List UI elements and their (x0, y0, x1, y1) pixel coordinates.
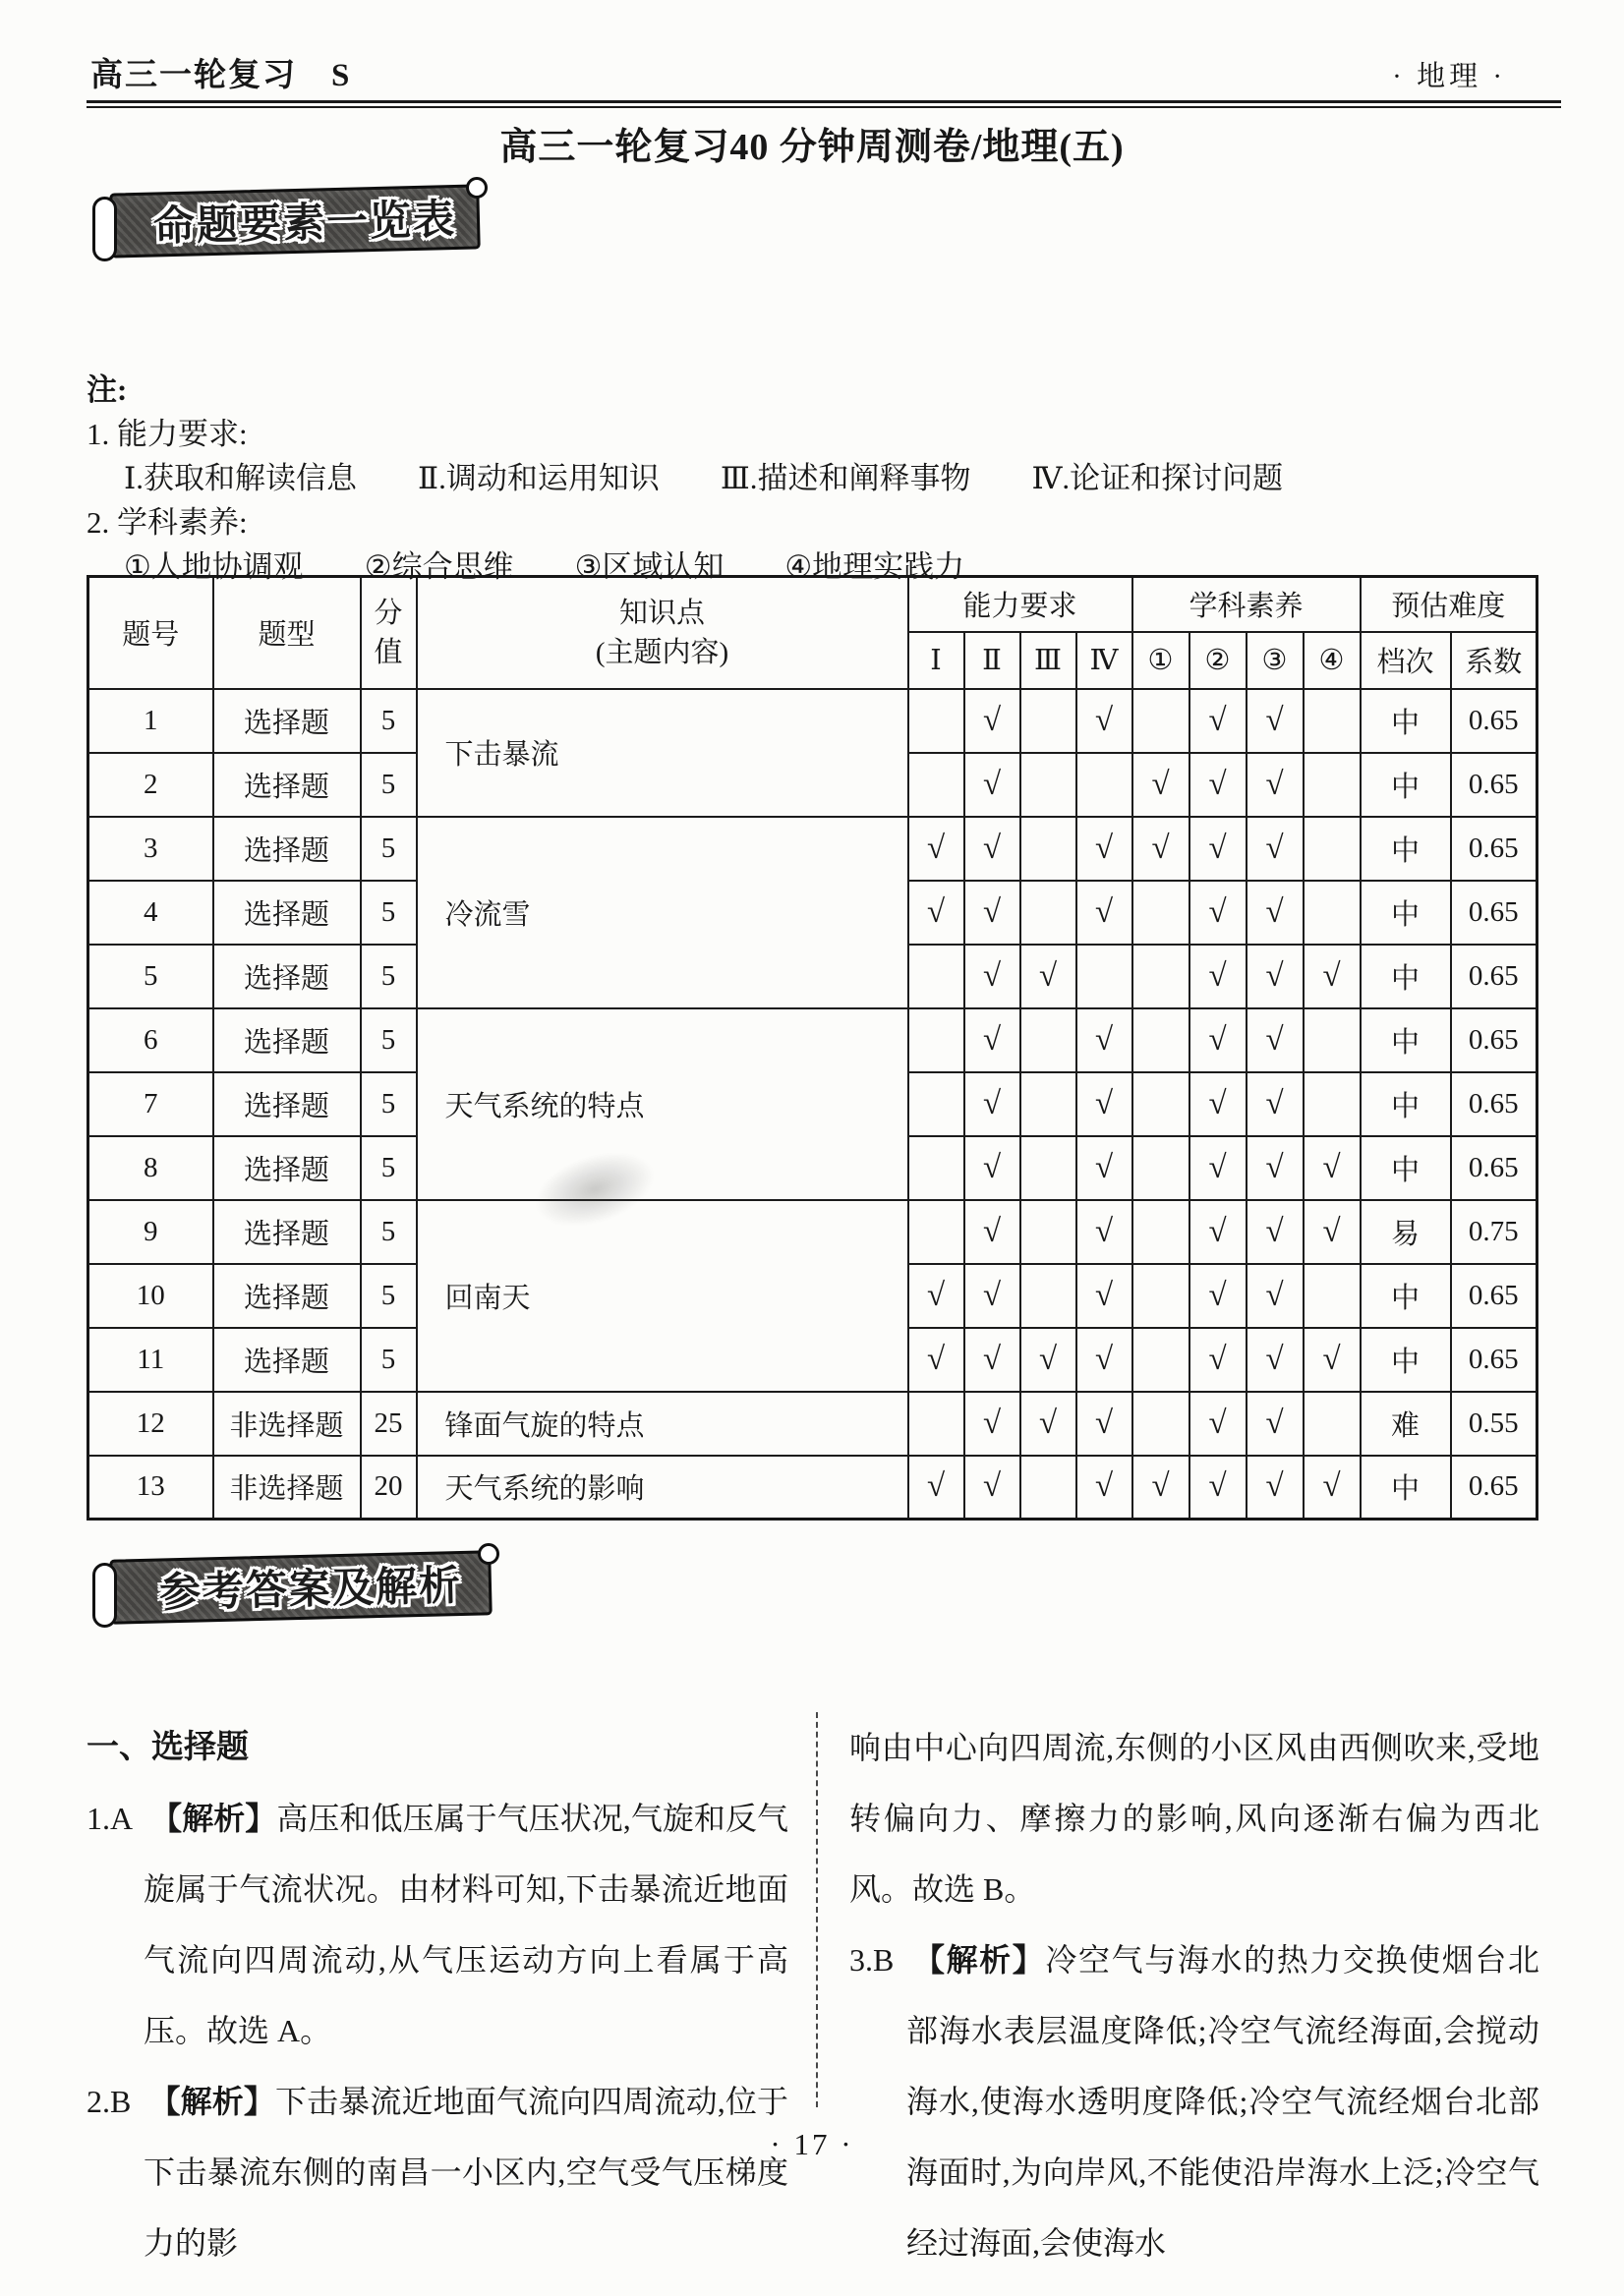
cell-num: 9 (88, 1200, 213, 1264)
cell-mark: √ (908, 1456, 964, 1520)
cell-mark: √ (1076, 881, 1132, 945)
cell-knowledge: 回南天 (417, 1200, 908, 1392)
answer-text: 高压和低压属于气压状况,气旋和反气旋属于气流状况。由材料可知,下击暴流近地面气流向四周流动,从气压运动方向上看属于高压。故选 A。 (144, 1801, 788, 2048)
cell-coef: 0.65 (1451, 1328, 1537, 1392)
note-literacy-detail: ①人地协调观 ②综合思维 ③区域认知 ④地理实践力 (124, 549, 965, 584)
cell-score: 20 (361, 1456, 417, 1520)
cell-score: 5 (361, 1200, 417, 1264)
knowledge-line2: (主题内容) (595, 636, 729, 668)
cell-mark (908, 1072, 964, 1136)
cell-mark: √ (908, 817, 964, 881)
table-row (88, 1200, 1537, 1264)
analysis-tag: 【解析】 (150, 1801, 277, 1836)
answers-right-column (849, 1712, 1539, 2278)
banner-reference-answers (88, 1545, 495, 1630)
cell-mark (1020, 881, 1076, 945)
cell-mark (1304, 881, 1361, 945)
scroll-curl-icon (478, 1543, 499, 1565)
answers-left-column (87, 1712, 788, 2278)
cell-mark (1304, 817, 1361, 881)
column-divider (816, 1712, 818, 2107)
cell-num: 1 (88, 689, 213, 753)
cell-coef: 0.65 (1451, 1456, 1537, 1520)
cell-mark: √ (1076, 1328, 1132, 1392)
cell-mark: √ (1247, 881, 1304, 945)
cell-mark: √ (964, 817, 1020, 881)
cell-level: 中 (1361, 1136, 1451, 1200)
cell-mark: √ (1189, 945, 1247, 1008)
cell-mark (1304, 689, 1361, 753)
cell-mark: √ (1020, 1392, 1076, 1456)
cell-mark (1132, 945, 1189, 1008)
sub-header-literacy-2: ② (1189, 632, 1247, 689)
cell-score: 5 (361, 689, 417, 753)
answer-paragraph-3 (849, 1924, 1539, 2278)
answer-text: 响由中心向四周流,东侧的小区风由西侧吹来,受地转偏向力、摩擦力的影响,风向逐渐右偏为西北风。故选 B。 (849, 1730, 1539, 1907)
cell-knowledge: 下击暴流 (417, 689, 908, 817)
cell-mark (908, 1008, 964, 1072)
cell-level: 中 (1361, 1264, 1451, 1328)
cell-mark: √ (1247, 817, 1304, 881)
sub-header-ability-4: Ⅳ (1076, 632, 1132, 689)
cell-mark: √ (964, 689, 1020, 753)
cell-mark (1020, 1456, 1076, 1520)
cell-level: 中 (1361, 945, 1451, 1008)
cell-num: 6 (88, 1008, 213, 1072)
cell-type: 非选择题 (213, 1456, 361, 1520)
scroll-roll-icon (92, 197, 117, 261)
cell-mark: √ (964, 753, 1020, 817)
table-row (88, 1456, 1537, 1520)
cell-mark: √ (1076, 1264, 1132, 1328)
col-header-literacy: 学科素养 (1132, 577, 1361, 632)
notes-block (87, 368, 1283, 589)
cell-type: 选择题 (213, 945, 361, 1008)
cell-num: 8 (88, 1136, 213, 1200)
score-line2: 值 (374, 636, 403, 668)
scroll-roll-icon (92, 1563, 117, 1628)
cell-mark: √ (1020, 945, 1076, 1008)
cell-knowledge: 天气系统的特点 (417, 1008, 908, 1200)
cell-mark: √ (1247, 1072, 1304, 1136)
cell-type: 选择题 (213, 753, 361, 817)
cell-mark: √ (1247, 1392, 1304, 1456)
sub-header-ability-2: Ⅱ (964, 632, 1020, 689)
cell-mark (1132, 1328, 1189, 1392)
cell-num: 2 (88, 753, 213, 817)
col-header-score (361, 577, 417, 689)
cell-mark (1132, 689, 1189, 753)
answer-text: 下击暴流近地面气流向四周流动,位于下击暴流东侧的南昌一小区内,空气受气压梯度力的影 (144, 2084, 788, 2261)
cell-coef: 0.65 (1451, 753, 1537, 817)
table-row (88, 689, 1537, 753)
banner-title: 命题要素一览表 (152, 196, 457, 250)
cell-mark: √ (1132, 1456, 1189, 1520)
page-title: 高三一轮复习40 分钟周测卷/地理(五) (499, 127, 1125, 168)
cell-mark: √ (1189, 1072, 1247, 1136)
cell-mark: √ (1076, 1392, 1132, 1456)
cell-level: 中 (1361, 753, 1451, 817)
cell-mark (1132, 881, 1189, 945)
cell-mark: √ (1189, 1392, 1247, 1456)
analysis-tag: 【解析】 (148, 2084, 275, 2119)
cell-mark: √ (908, 1264, 964, 1328)
cell-type: 选择题 (213, 1136, 361, 1200)
cell-coef: 0.65 (1451, 945, 1537, 1008)
cell-mark: √ (1076, 1456, 1132, 1520)
cell-mark: √ (1247, 753, 1304, 817)
cell-mark (1132, 1200, 1189, 1264)
cell-level: 中 (1361, 1328, 1451, 1392)
cell-level: 中 (1361, 1008, 1451, 1072)
cell-mark (1132, 1008, 1189, 1072)
banner-title: 参考答案及解析 (158, 1562, 463, 1616)
sub-header-ability-1: Ⅰ (908, 632, 964, 689)
cell-mark (908, 689, 964, 753)
cell-type: 选择题 (213, 1264, 361, 1328)
cell-knowledge: 锋面气旋的特点 (417, 1392, 908, 1456)
cell-mark (1132, 1392, 1189, 1456)
header-right-text: · 地理 · (1392, 61, 1506, 92)
cell-mark: √ (1304, 1200, 1361, 1264)
cell-mark: √ (964, 1392, 1020, 1456)
cell-mark: √ (1189, 1200, 1247, 1264)
cell-score: 5 (361, 1072, 417, 1136)
cell-mark (908, 1392, 964, 1456)
col-header-ability: 能力要求 (908, 577, 1132, 632)
answer-paragraph-1 (87, 1783, 788, 2066)
cell-mark (908, 753, 964, 817)
cell-mark (1304, 1264, 1361, 1328)
knowledge-line1: 知识点 (618, 597, 705, 629)
cell-mark (1020, 817, 1076, 881)
cell-type: 选择题 (213, 1328, 361, 1392)
sub-header-ability-3: Ⅲ (1020, 632, 1076, 689)
cell-mark: √ (964, 1008, 1020, 1072)
cell-num: 12 (88, 1392, 213, 1456)
cell-mark (1020, 1136, 1076, 1200)
cell-mark (1132, 1136, 1189, 1200)
cell-coef: 0.65 (1451, 689, 1537, 753)
cell-type: 选择题 (213, 881, 361, 945)
cell-mark: √ (1076, 1136, 1132, 1200)
cell-mark: √ (964, 1264, 1020, 1328)
cell-level: 难 (1361, 1392, 1451, 1456)
page-header (90, 49, 1506, 95)
sub-header-literacy-1: ① (1132, 632, 1189, 689)
cell-type: 选择题 (213, 1072, 361, 1136)
cell-level: 中 (1361, 881, 1451, 945)
answer-number: 2.B (87, 2084, 132, 2119)
note-label: 注: (87, 373, 128, 407)
col-header-knowledge (417, 577, 908, 689)
score-line1: 分 (374, 597, 403, 629)
note-ability-detail: Ⅰ.获取和解读信息 Ⅱ.调动和运用知识 Ⅲ.描述和阐释事物 Ⅳ.论证和探讨问题 (124, 461, 1284, 495)
cell-score: 25 (361, 1392, 417, 1456)
answer-paragraph-2 (87, 2066, 788, 2278)
cell-mark: √ (908, 881, 964, 945)
answers-section (87, 1712, 1539, 2278)
cell-mark (1020, 689, 1076, 753)
cell-mark: √ (1020, 1328, 1076, 1392)
page-number: · 17 · (770, 2127, 854, 2161)
scroll-curl-icon (466, 177, 488, 199)
cell-mark: √ (1247, 1264, 1304, 1328)
cell-mark (908, 1200, 964, 1264)
sub-header-literacy-3: ③ (1247, 632, 1304, 689)
cell-mark (1020, 753, 1076, 817)
cell-mark: √ (1304, 1456, 1361, 1520)
cell-score: 5 (361, 817, 417, 881)
col-header-question-no: 题号 (88, 577, 213, 689)
cell-mark: √ (1304, 1136, 1361, 1200)
cell-mark: √ (964, 1136, 1020, 1200)
cell-mark: √ (1132, 753, 1189, 817)
proposition-elements-table (87, 575, 1538, 1521)
cell-mark (1132, 1072, 1189, 1136)
cell-mark: √ (964, 1200, 1020, 1264)
note-item-literacy: 2. 学科素养: (87, 505, 248, 540)
answer-paragraph-2-continued (849, 1712, 1539, 1924)
cell-mark (1304, 1008, 1361, 1072)
cell-mark: √ (1076, 1008, 1132, 1072)
cell-mark: √ (1247, 1456, 1304, 1520)
cell-level: 中 (1361, 817, 1451, 881)
answer-text: 冷空气与海水的热力交换使烟台北部海水表层温度降低;冷空气流经海面,会搅动海水,使海水透明度降低;冷空气流经烟台北部海面时,为向岸风,不能使沿岸海水上泛;冷空气经过海面,会使海水 (906, 1942, 1539, 2261)
cell-mark: √ (1304, 1328, 1361, 1392)
cell-num: 10 (88, 1264, 213, 1328)
cell-level: 中 (1361, 1456, 1451, 1520)
cell-num: 5 (88, 945, 213, 1008)
col-header-difficulty: 预估难度 (1361, 577, 1537, 632)
cell-mark: √ (1247, 1328, 1304, 1392)
cell-type: 选择题 (213, 1200, 361, 1264)
cell-mark: √ (1076, 1200, 1132, 1264)
cell-level: 中 (1361, 1072, 1451, 1136)
cell-mark: √ (964, 945, 1020, 1008)
cell-mark: √ (1189, 1136, 1247, 1200)
cell-knowledge: 天气系统的影响 (417, 1456, 908, 1520)
note-item-ability: 1. 能力要求: (87, 417, 248, 451)
table-row (88, 1008, 1537, 1072)
cell-num: 7 (88, 1072, 213, 1136)
cell-mark: √ (964, 1456, 1020, 1520)
table-row (88, 1392, 1537, 1456)
cell-mark: √ (1132, 817, 1189, 881)
cell-mark: √ (964, 1328, 1020, 1392)
cell-score: 5 (361, 1328, 417, 1392)
cell-mark: √ (908, 1328, 964, 1392)
answer-number: 1.A (87, 1801, 134, 1836)
cell-num: 13 (88, 1456, 213, 1520)
cell-coef: 0.65 (1451, 817, 1537, 881)
col-header-question-type: 题型 (213, 577, 361, 689)
cell-mark: √ (964, 1072, 1020, 1136)
cell-mark: √ (1189, 1008, 1247, 1072)
cell-mark (908, 945, 964, 1008)
answer-number: 3.B (849, 1942, 895, 1978)
cell-mark: √ (1076, 689, 1132, 753)
cell-mark (1076, 753, 1132, 817)
cell-mark: √ (1247, 945, 1304, 1008)
sub-header-coef: 系数 (1451, 632, 1537, 689)
cell-coef: 0.65 (1451, 1264, 1537, 1328)
cell-score: 5 (361, 881, 417, 945)
cell-num: 4 (88, 881, 213, 945)
cell-mark: √ (1189, 881, 1247, 945)
cell-num: 3 (88, 817, 213, 881)
table-row (88, 817, 1537, 881)
cell-mark: √ (1076, 817, 1132, 881)
cell-mark: √ (1189, 817, 1247, 881)
cell-coef: 0.65 (1451, 1008, 1537, 1072)
cell-mark: √ (964, 881, 1020, 945)
cell-mark: √ (1247, 1008, 1304, 1072)
cell-type: 选择题 (213, 689, 361, 753)
cell-score: 5 (361, 945, 417, 1008)
cell-mark (1020, 1200, 1076, 1264)
cell-coef: 0.65 (1451, 1072, 1537, 1136)
cell-score: 5 (361, 1264, 417, 1328)
cell-mark (1020, 1072, 1076, 1136)
cell-score: 5 (361, 1136, 417, 1200)
cell-mark (1304, 753, 1361, 817)
cell-type: 非选择题 (213, 1392, 361, 1456)
cell-mark: √ (1076, 1072, 1132, 1136)
cell-coef: 0.65 (1451, 1136, 1537, 1200)
cell-mark (1132, 1264, 1189, 1328)
sub-header-level: 档次 (1361, 632, 1451, 689)
cell-mark: √ (1189, 753, 1247, 817)
analysis-tag: 【解析】 (911, 1942, 1046, 1978)
cell-coef: 0.65 (1451, 881, 1537, 945)
cell-mark (908, 1136, 964, 1200)
cell-type: 选择题 (213, 1008, 361, 1072)
header-left-text: 高三一轮复习 S (90, 58, 352, 93)
cell-mark: √ (1189, 1264, 1247, 1328)
cell-mark: √ (1189, 1456, 1247, 1520)
answers-section-title: 一、选择题 (87, 1730, 249, 1765)
cell-level: 中 (1361, 689, 1451, 753)
cell-num: 11 (88, 1328, 213, 1392)
cell-mark (1304, 1072, 1361, 1136)
sub-header-literacy-4: ④ (1304, 632, 1361, 689)
cell-mark (1076, 945, 1132, 1008)
cell-mark: √ (1304, 945, 1361, 1008)
cell-coef: 0.55 (1451, 1392, 1537, 1456)
cell-mark: √ (1189, 689, 1247, 753)
cell-mark: √ (1247, 1136, 1304, 1200)
banner-proposition-elements (88, 179, 484, 263)
cell-coef: 0.75 (1451, 1200, 1537, 1264)
cell-mark: √ (1247, 689, 1304, 753)
cell-mark: √ (1189, 1328, 1247, 1392)
cell-knowledge: 冷流雪 (417, 817, 908, 1008)
cell-mark (1304, 1392, 1361, 1456)
cell-mark: √ (1247, 1200, 1304, 1264)
cell-score: 5 (361, 1008, 417, 1072)
cell-type: 选择题 (213, 817, 361, 881)
cell-mark (1020, 1008, 1076, 1072)
cell-level: 易 (1361, 1200, 1451, 1264)
header-double-rule (87, 100, 1561, 108)
cell-score: 5 (361, 753, 417, 817)
cell-mark (1020, 1264, 1076, 1328)
